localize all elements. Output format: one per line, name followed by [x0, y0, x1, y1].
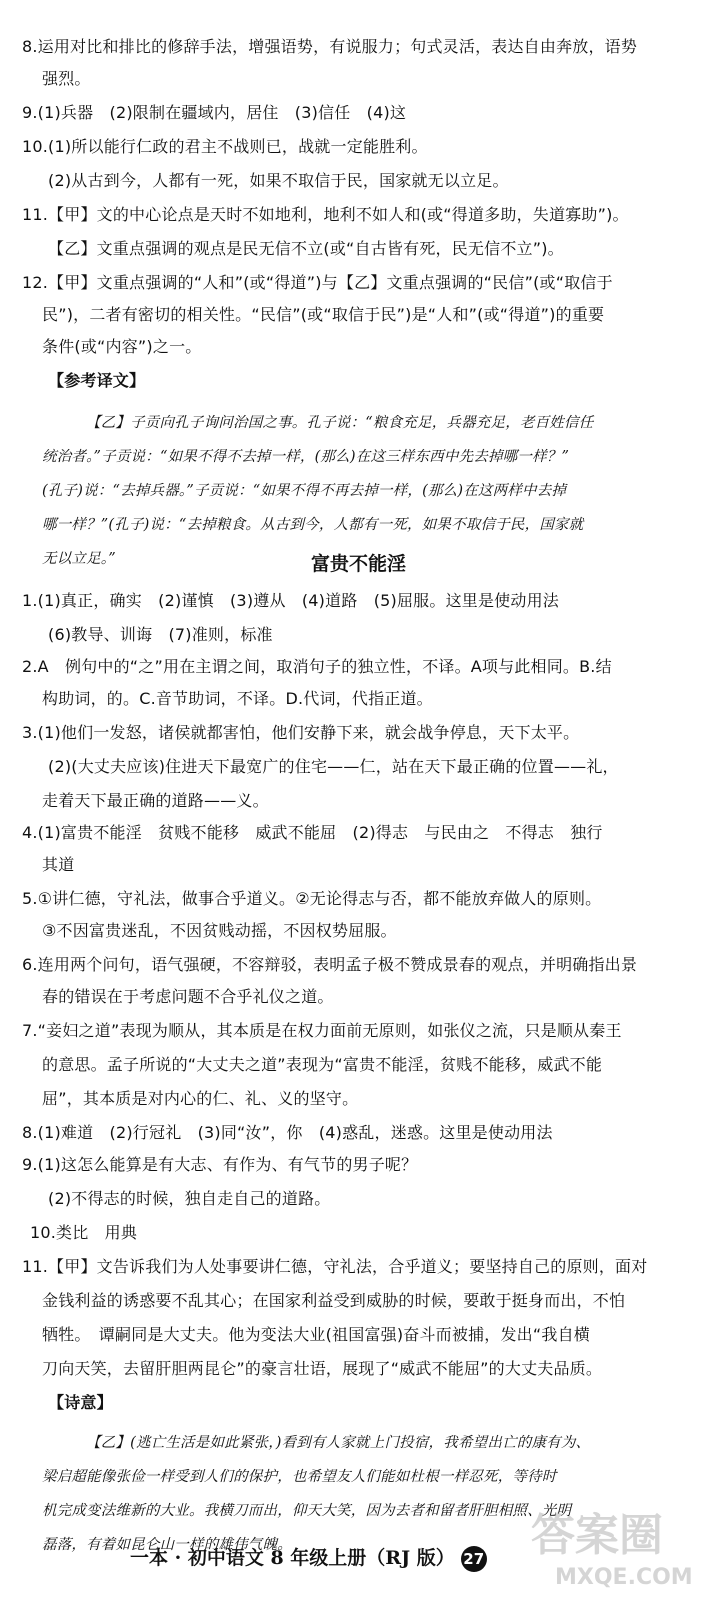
text-line: 2.A 例句中的“之”用在主谓之间，取消句子的独立性，不译。A项与此相同。B.结: [22, 657, 612, 676]
text-line: 【乙】文重点强调的观点是民无信不立(或“自古皆有死，民无信不立”)。: [48, 239, 564, 258]
page-number: 27: [461, 1546, 487, 1572]
text-line: 8.运用对比和排比的修辞手法，增强语势，有说服力；句式灵活，表达自由奔放，语势: [22, 37, 638, 56]
text-line: (2)不得志的时候，独自走自己的道路。: [48, 1189, 331, 1208]
text-line: (2)从古到今，人都有一死，如果不取信于民，国家就无以立足。: [48, 171, 509, 190]
section-title: 富贵不能淫: [310, 553, 406, 575]
text-line: 7.“妾妇之道”表现为顺从，其本质是在权力面前无原则，如张仪之流，只是顺从秦王: [22, 1021, 622, 1040]
text-line: 磊落，有着如昆仑山一样的雄伟气魄。: [42, 1537, 292, 1553]
text-line: 10.(1)所以能行仁政的君主不战则已，战就一定能胜利。: [22, 137, 428, 156]
text-line: 11.【甲】文告诉我们为人处事要讲仁德，守礼法，合乎道义；要坚持自己的原则，面对: [22, 1257, 648, 1276]
text-line: 1.(1)真正，确实 (2)谨慎 (3)遵从 (4)道路 (5)屈服。这里是使动用法: [22, 591, 559, 610]
text-line: 刀向天笑，去留肝胆两昆仑”的豪言壮语，展现了“威武不能屈”的大丈夫品质。: [42, 1359, 603, 1378]
text-line: 哪一样？”(孔子)说：“去掉粮食。从古到今，人都有一死，如果不取信于民，国家就: [42, 517, 584, 533]
text-line: 春的错误在于考虑问题不合乎礼仪之道。: [42, 987, 334, 1006]
text-line: 条件(或“内容”)之一。: [42, 337, 202, 356]
text-line: 梁启超能像张俭一样受到人们的保护，也希望友人们能如杜根一样忍死，等待时: [42, 1469, 557, 1485]
text-line: 屈”，其本质是对内心的仁、礼、义的坚守。: [42, 1089, 359, 1108]
text-line: 9.(1)这怎么能算是有大志、有作为、有气节的男子呢？: [22, 1155, 418, 1174]
text-line: ③不因富贵迷乱，不因贫贱动摇，不因权势屈服。: [42, 921, 397, 940]
watermark-main-text: 答案圈: [531, 1510, 663, 1561]
text-line: (2)(大丈夫应该)住进天下最宽广的住宅——仁，站在天下最正确的位置——礼，: [48, 757, 619, 776]
text-line: 4.(1)富贵不能淫 贫贱不能移 威武不能屈 (2)得志 与民由之 不得志 独行: [22, 823, 603, 842]
text-line: 统治者。”子贡说：“如果不得不去掉一样，(那么)在这三样东西中先去掉哪一样？”: [42, 449, 570, 465]
text-line: 构助词，的。C.音节助词，不译。D.代词，代指正道。: [42, 689, 433, 708]
watermark-sub-text: MXQE.COM: [555, 1565, 693, 1590]
text-line: 【参考译文】: [48, 371, 146, 390]
text-line: 6.连用两个问句，语气强硬，不容辩驳，表明孟子极不赞成景春的观点，并明确指出景: [22, 955, 638, 974]
text-line: 强烈。: [42, 69, 91, 88]
text-line: 金钱利益的诱惑要不乱其心；在国家利益受到威胁的时候，要敢于挺身而出，不怕: [42, 1291, 626, 1310]
text-line: (6)教导、训诲 (7)准则，标准: [48, 625, 273, 644]
text-line: 8.(1)难道 (2)行冠礼 (3)同“汝”，你 (4)惑乱，迷惑。这里是使动用法: [22, 1123, 553, 1142]
text-line: 【乙】子贡向孔子询问治国之事。孔子说：“粮食充足，兵器充足，老百姓信任: [86, 415, 594, 431]
text-line: 【乙】(逃亡生活是如此紧张，)看到有人家就上门投宿，我希望出亡的康有为、: [86, 1435, 591, 1451]
text-line: 走着天下最正确的道路——义。: [42, 791, 269, 810]
text-line: 10.类比 用典: [30, 1223, 138, 1242]
text-line: 3.(1)他们一发怒，诸侯就都害怕，他们安静下来，就会战争停息，天下太平。: [22, 723, 580, 742]
text-line: 其道: [42, 855, 75, 874]
page-footer: [130, 1545, 487, 1572]
text-line: 【诗意】: [48, 1393, 113, 1412]
text-line: 无以立足。”: [42, 551, 116, 567]
text-line: 11.【甲】文的中心论点是天时不如地利，地利不如人和(或“得道多助，失道寡助”)。: [22, 205, 629, 224]
text-line: 的意思。孟子所说的“大丈夫之道”表现为“富贵不能淫，贫贱不能移，威武不能: [42, 1055, 603, 1074]
text-line: 12.【甲】文重点强调的“人和”(或“得道”)与【乙】文重点强调的“民信”(或“取信于: [22, 273, 613, 292]
text-line: 9.(1)兵器 (2)限制在疆域内，居住 (3)信任 (4)这: [22, 103, 407, 122]
text-line: 民”)，二者有密切的相关性。“民信”(或“取信于民”)是“人和”(或“得道”)的重要: [42, 305, 605, 324]
footer-text: 一本 · 初中语文 8 年级上册（RJ 版）: [130, 1547, 455, 1569]
watermark-logo: [521, 1498, 711, 1593]
text-line: 5.①讲仁德，守礼法，做事合乎道义。②无论得志与否，都不能放弃做人的原则。: [22, 889, 602, 908]
text-line: (孔子)说：“去掉兵器。”子贡说：“如果不得不再去掉一样，(那么)在这两样中去掉: [42, 483, 567, 499]
text-line: 牺牲。 谭嗣同是大丈夫。他为变法大业(祖国富强)奋斗而被捕，发出“我自横: [42, 1325, 590, 1344]
text-line: 机完成变法维新的大业。我横刀而出，仰天大笑，因为去者和留者肝胆相照、光明: [42, 1503, 572, 1519]
